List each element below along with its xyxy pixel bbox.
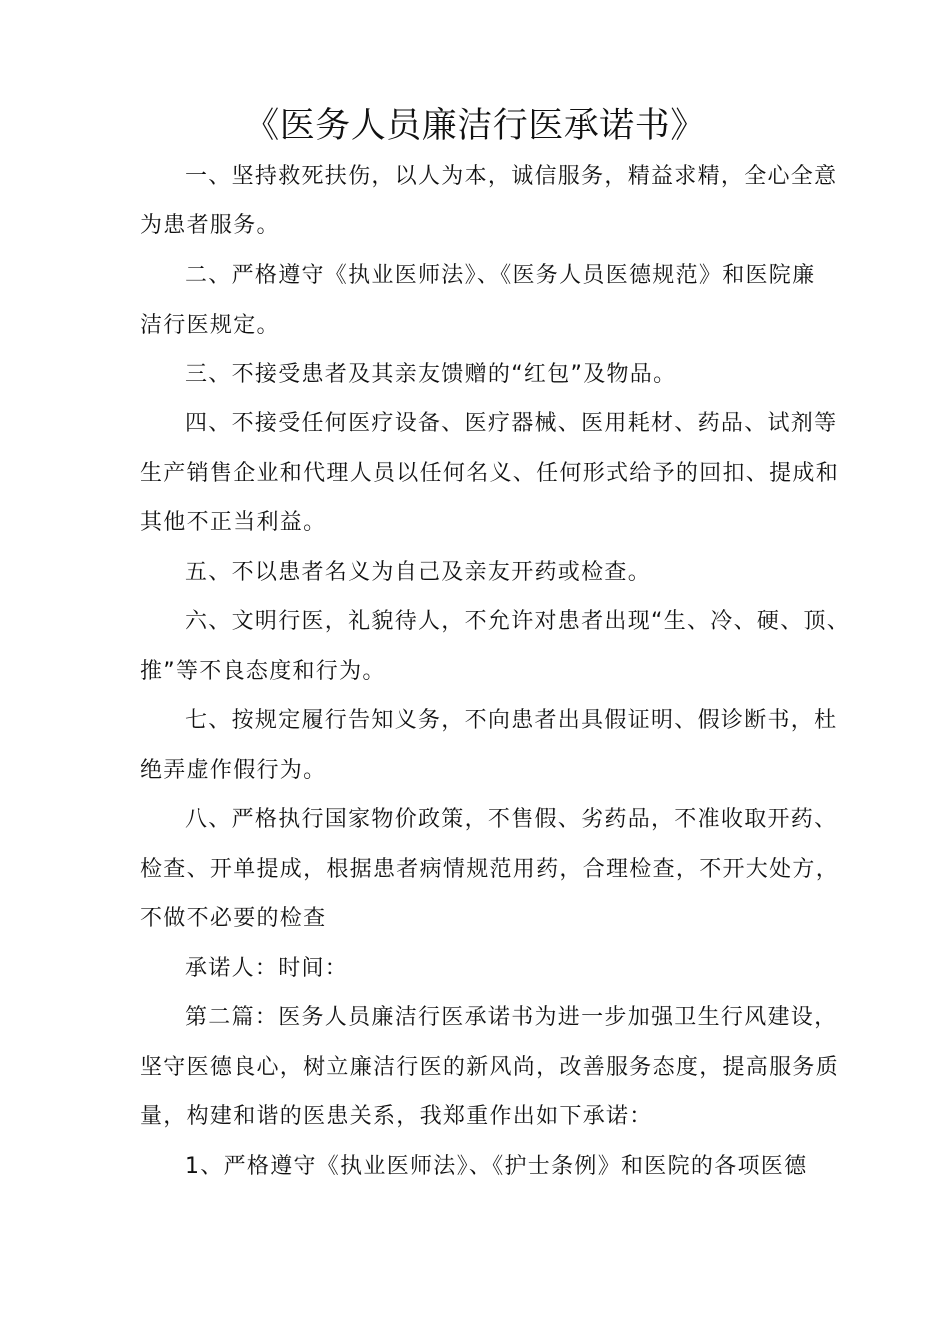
paragraph-line: 三、不接受患者及其亲友馈赠的“红包”及物品。 (185, 362, 677, 387)
paragraph-line: 生产销售企业和代理人员以任何名义、任何形式给予的回扣、提成和 (140, 461, 840, 486)
paragraph-line: 不做不必要的检查 (140, 906, 327, 931)
paragraph-line: 七、按规定履行告知义务，不向患者出具假证明、假诊断书，杜 (185, 708, 838, 733)
document-title: 《医务人员廉洁行医承诺书》 (244, 106, 706, 146)
paragraph-line: 四、不接受任何医疗设备、医疗器械、医用耗材、药品、试剂等 (185, 411, 838, 436)
paragraph-line: 其他不正当利益。 (140, 510, 327, 535)
paragraph-line: 五、不以患者名义为自己及亲友开药或检查。 (185, 560, 652, 585)
paragraph-line: 二、严格遵守《执业医师法》、《医务人员医德规范》和医院廉 (185, 263, 816, 288)
paragraph-line: 绝弄虚作假行为。 (140, 758, 327, 783)
paragraph-line: 检查、开单提成，根据患者病情规范用药，合理检查，不开大处方， (140, 857, 840, 882)
paragraph-line: 洁行医规定。 (140, 313, 280, 338)
paragraph-line: 八、严格执行国家物价政策，不售假、劣药品，不准收取开药、 (185, 807, 838, 832)
paragraph-line: 推”等不良态度和行为。 (140, 659, 386, 684)
paragraph-line: 第二篇：医务人员廉洁行医承诺书为进一步加强卫生行风建设， (185, 1005, 838, 1030)
paragraph-line: 量，构建和谐的医患关系，我郑重作出如下承诺： (140, 1104, 653, 1129)
paragraph-line: 坚守医德良心，树立廉洁行医的新风尚，改善服务态度，提高服务质 (140, 1055, 840, 1080)
paragraph-line: 为患者服务。 (140, 213, 280, 238)
paragraph-line: 六、文明行医，礼貌待人，不允许对患者出现“生、冷、硬、顶、 (185, 609, 851, 634)
paragraph-line: 一、坚持救死扶伤，以人为本，诚信服务，精益求精，全心全意 (185, 164, 838, 189)
paragraph-line: 1、严格遵守《执业医师法》、《护士条例》和医院的各项医德 (185, 1154, 808, 1179)
signature-line: 承诺人：时间： (185, 956, 349, 981)
